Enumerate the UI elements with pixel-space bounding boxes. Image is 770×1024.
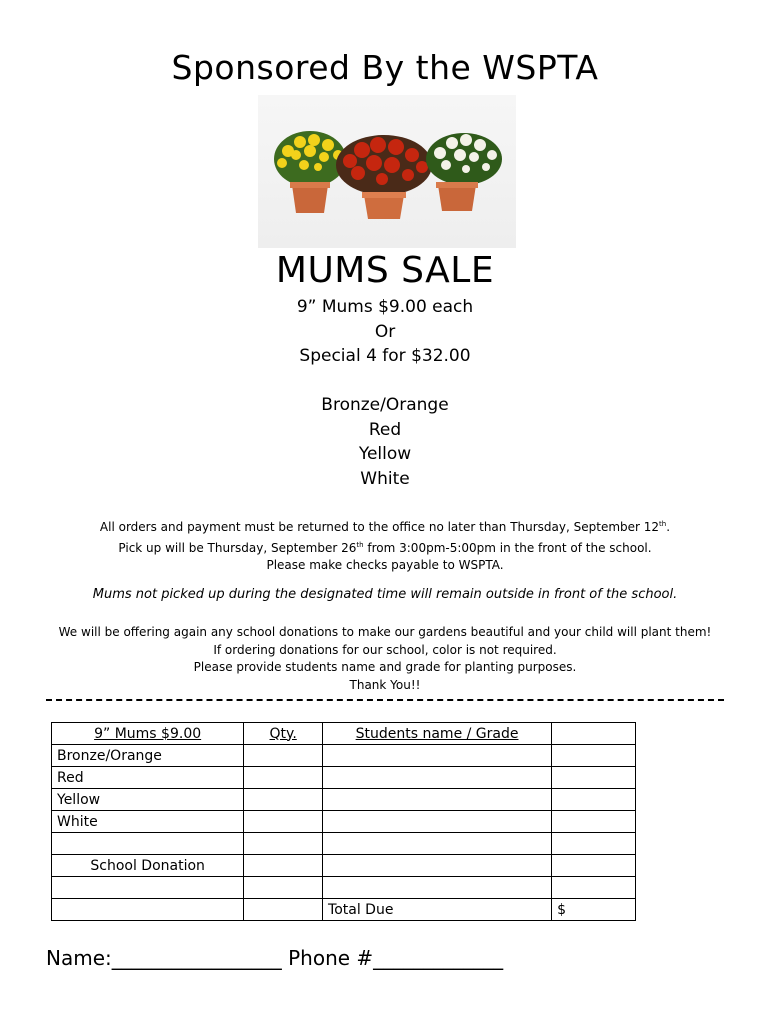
column-header — [552, 723, 636, 745]
student-cell[interactable] — [323, 811, 552, 833]
price-line: 9” Mums $9.00 each — [296, 297, 474, 317]
or-line: Or — [374, 321, 396, 342]
order-instructions — [0, 516, 770, 575]
table-row — [52, 833, 636, 855]
qty-cell[interactable] — [244, 855, 323, 877]
table-row — [52, 767, 636, 789]
column-header: Qty. — [244, 723, 323, 745]
qty-cell[interactable] — [244, 767, 323, 789]
table-row — [52, 789, 636, 811]
qty-cell[interactable] — [244, 811, 323, 833]
total-amount-cell[interactable]: $ — [552, 899, 636, 921]
student-info-line: Please provide students name and grade for planting purposes. — [193, 660, 577, 674]
column-header: 9” Mums $9.00 — [52, 723, 244, 745]
student-cell[interactable] — [323, 877, 552, 899]
contact-fields — [46, 946, 503, 970]
amount-cell[interactable] — [552, 855, 636, 877]
sale-heading: MUMS SALE — [275, 250, 495, 291]
qty-cell[interactable] — [244, 789, 323, 811]
qty-cell[interactable] — [244, 877, 323, 899]
total-row — [52, 899, 636, 921]
special-line: Special 4 for $32.00 — [299, 346, 471, 366]
row-label: Red — [52, 767, 244, 789]
amount-cell[interactable] — [552, 789, 636, 811]
donation-line: We will be offering again any school donations to make our gardens beautiful and your child will plant them! — [58, 625, 712, 639]
page-title: Sponsored By the WSPTA — [171, 48, 599, 87]
qty-cell[interactable] — [244, 745, 323, 767]
amount-cell[interactable] — [552, 833, 636, 855]
student-cell[interactable] — [323, 745, 552, 767]
order-form-table — [51, 722, 636, 921]
table-row — [52, 745, 636, 767]
table-row — [52, 811, 636, 833]
row-label — [52, 833, 244, 855]
color-item: Bronze/Orange — [321, 395, 449, 415]
amount-cell[interactable] — [552, 877, 636, 899]
cut-line — [46, 699, 724, 701]
phone-field[interactable]: Phone #_____________ — [288, 946, 504, 970]
mums-photo — [258, 95, 516, 248]
amount-cell[interactable] — [552, 745, 636, 767]
color-item: Yellow — [358, 444, 412, 464]
amount-cell[interactable] — [552, 811, 636, 833]
name-field[interactable]: Name:_________________ — [46, 946, 282, 970]
row-label: Bronze/Orange — [52, 745, 244, 767]
student-cell[interactable] — [323, 767, 552, 789]
deadline-line: All orders and payment must be returned to the office no later than Thursday, September 12th. — [99, 520, 671, 534]
table-row — [52, 855, 636, 877]
color-item: Red — [368, 419, 402, 440]
pickup-line: Pick up will be Thursday, September 26th from 3:00pm-5:00pm in the front of the school. — [118, 540, 652, 555]
row-label: White — [52, 811, 244, 833]
pickup-warning: Mums not picked up during the designated time will remain outside in front of the school. — [92, 587, 678, 602]
empty-cell — [52, 899, 244, 921]
student-cell[interactable] — [323, 833, 552, 855]
row-label — [52, 877, 244, 899]
student-cell[interactable] — [323, 855, 552, 877]
qty-cell[interactable] — [244, 833, 323, 855]
table-header-row — [52, 723, 636, 745]
checks-line: Please make checks payable to WSPTA. — [266, 558, 504, 572]
sale-details — [0, 295, 770, 491]
amount-cell[interactable] — [552, 767, 636, 789]
student-cell[interactable] — [323, 789, 552, 811]
donation-notes — [0, 624, 770, 694]
column-header: Students name / Grade — [323, 723, 552, 745]
row-label: Yellow — [52, 789, 244, 811]
thank-you-line: Thank You!! — [349, 677, 421, 692]
donation-color-line: If ordering donations for our school, color is not required. — [213, 642, 557, 657]
total-label: Total Due — [323, 899, 552, 921]
table-row — [52, 877, 636, 899]
row-label: School Donation — [52, 855, 244, 877]
flower-pots-image — [258, 95, 516, 248]
empty-cell — [244, 899, 323, 921]
color-item: White — [360, 468, 410, 489]
